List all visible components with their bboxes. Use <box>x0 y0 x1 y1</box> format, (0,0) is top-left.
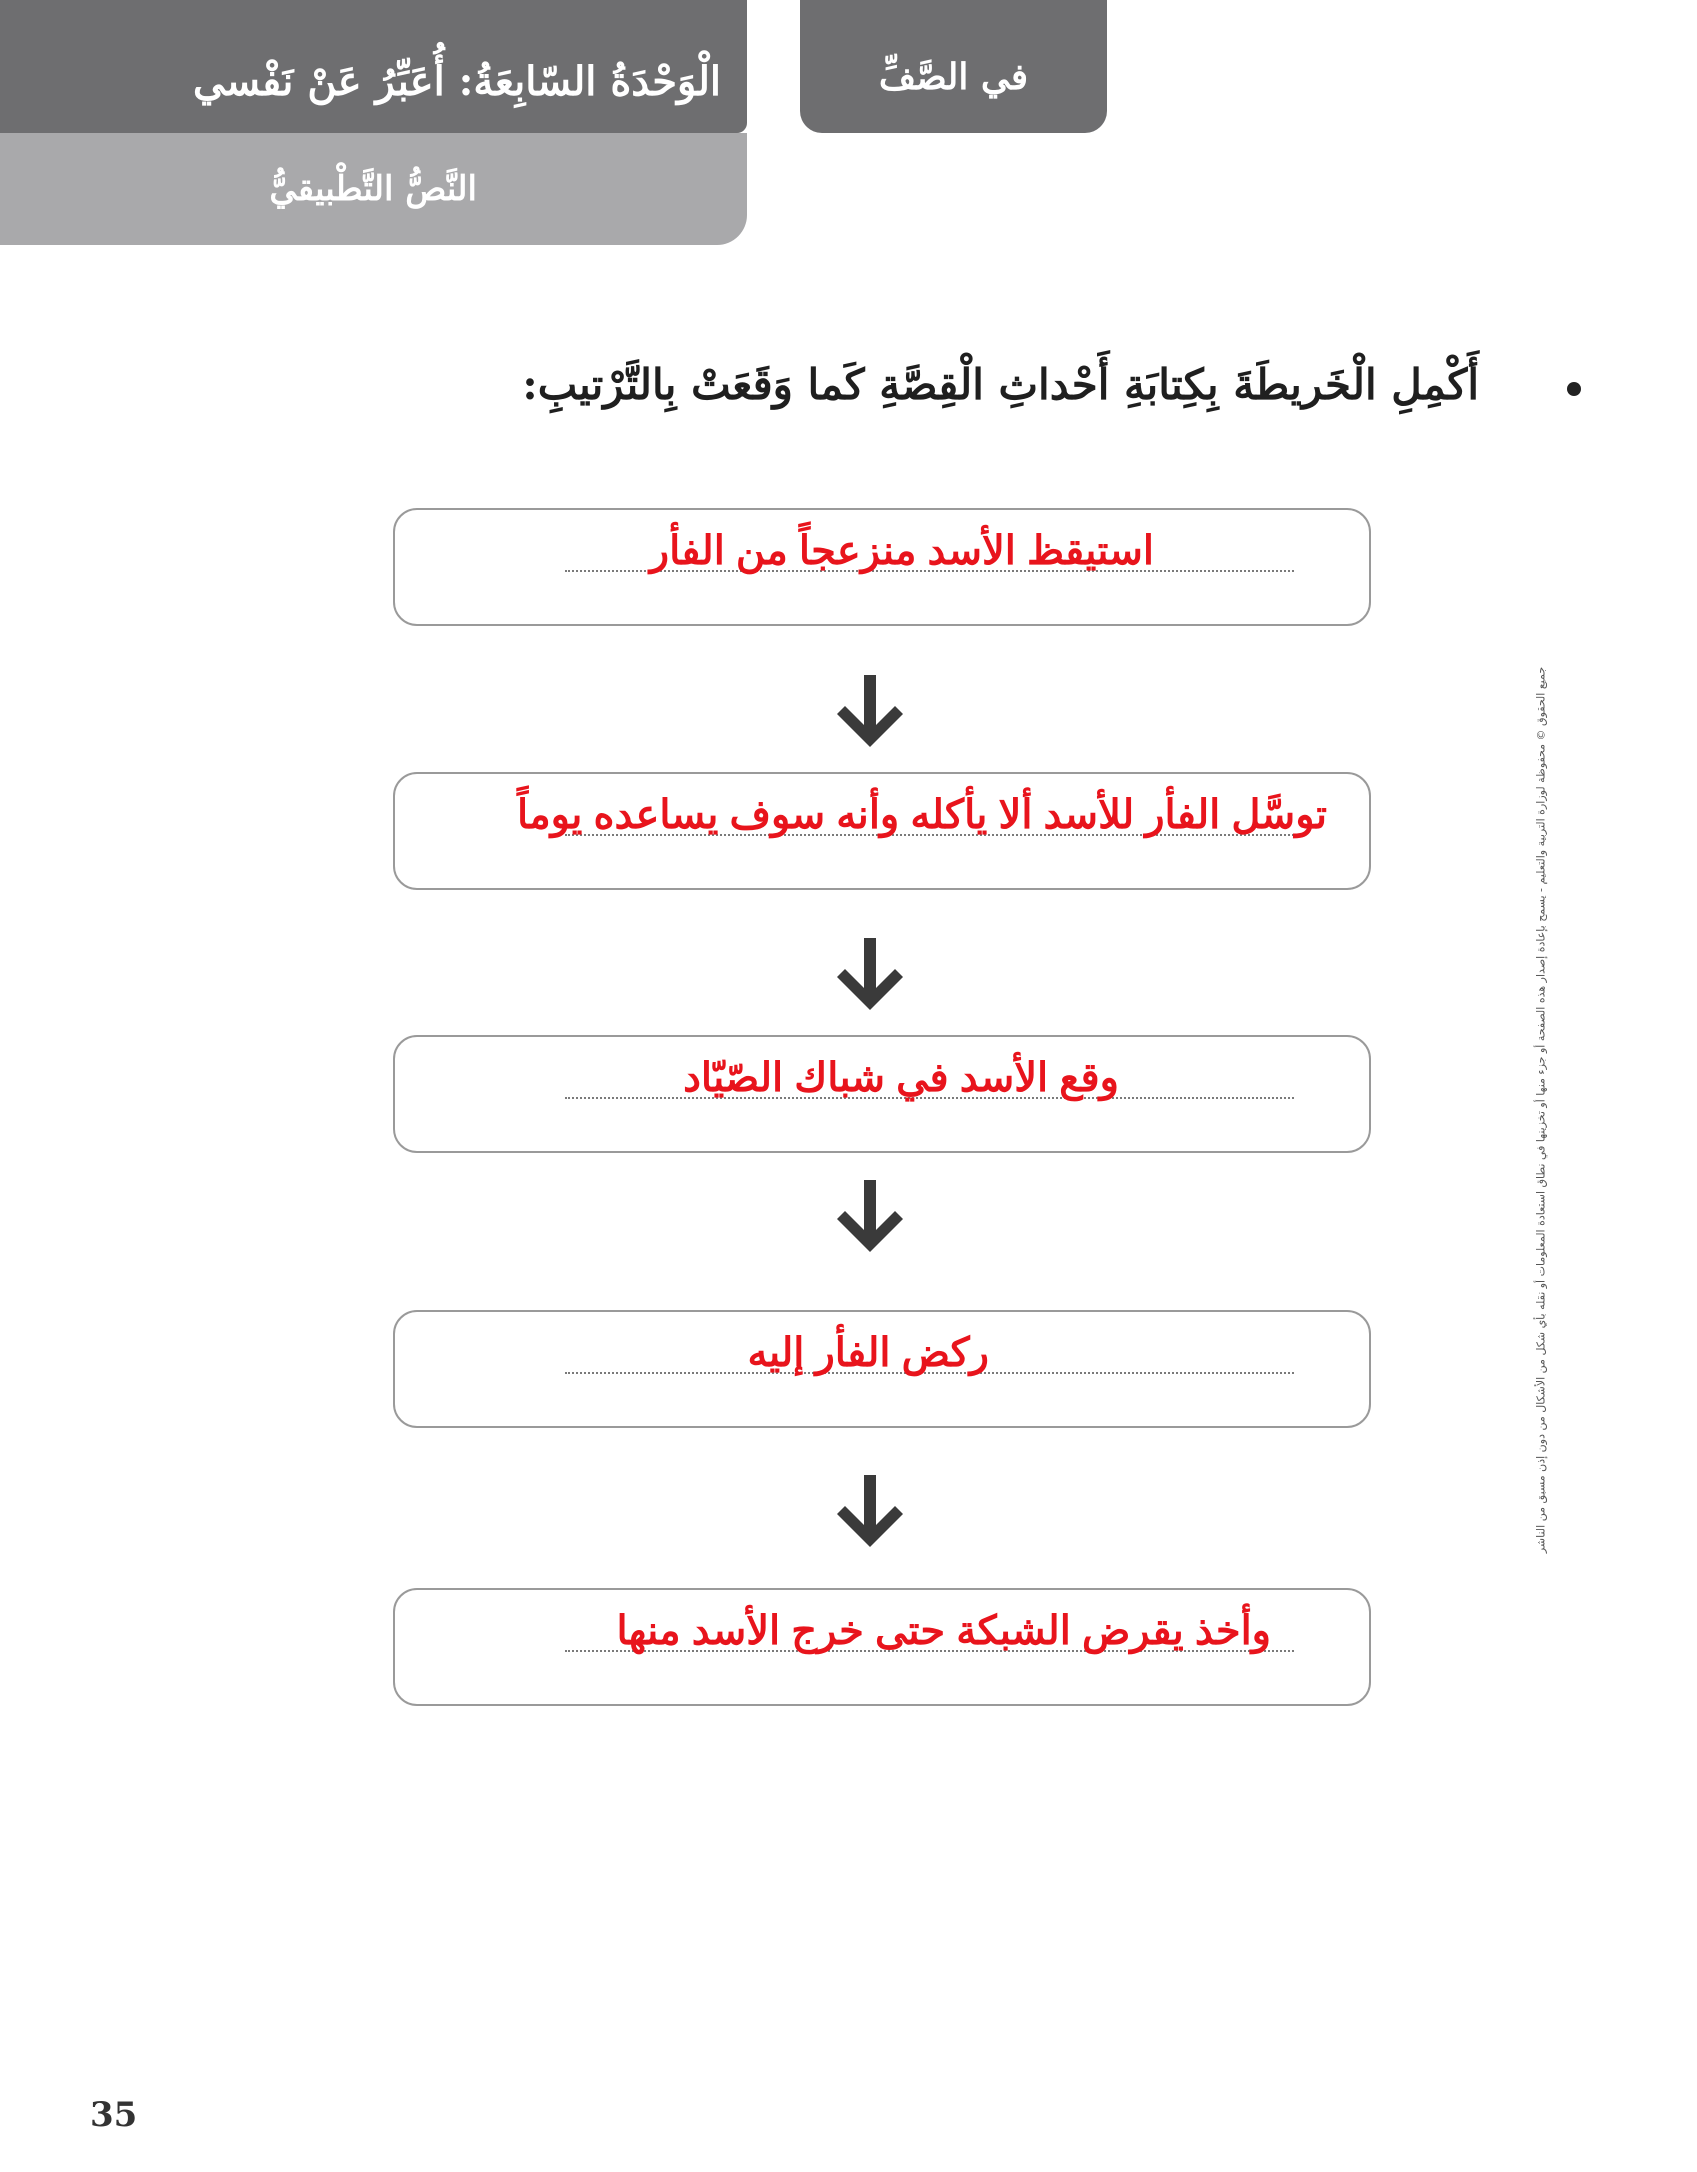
event-text-5: وأخذ يقرض الشبكة حتى خرج الأسد منها <box>616 1609 1271 1653</box>
down-arrow-icon <box>835 675 905 749</box>
copyright-note: جميع الحقوق © محفوظة لوزارة التربية والتعليم - يسمح بإعادة إصدار هذه الصفحة أو جزء منها أو تخزينها في نطاق استعادة المعلومات أو نقله بأي شكل من الأشكال من دون إذن مسبق من الناشر <box>1534 666 1548 1554</box>
down-arrow-icon <box>835 1180 905 1254</box>
class-tab <box>800 0 1107 133</box>
event-text-4: ركض الفأر إليه <box>747 1331 989 1375</box>
event-box-3[interactable] <box>393 1035 1371 1153</box>
down-arrow-icon <box>835 938 905 1012</box>
page-number: 35 <box>90 2095 138 2135</box>
unit-title: الْوَحْدَةُ السّابِعَةُ: أُعَبِّرُ عَنْ نَفْسي <box>193 58 721 105</box>
event-text-3: وقع الأسد في شباك الصّيّاد <box>683 1056 1119 1100</box>
instruction-text: أَكْمِلِ الْخَريطَةَ بِكِتابَةِ أَحْداثِ الْقِصَّةِ كَما وَقَعَتْ بِالتَّرْتيبِ: <box>522 360 1479 409</box>
unit-header <box>0 0 747 133</box>
event-box-1[interactable] <box>393 508 1371 626</box>
event-box-5[interactable] <box>393 1588 1371 1706</box>
event-text-1: استيقظ الأسد منزعجاً من الفأر <box>649 529 1154 573</box>
bullet-icon <box>1567 382 1581 396</box>
lesson-title: النَّصُّ التَّطْبيقيُّ <box>269 169 477 209</box>
event-box-2[interactable] <box>393 772 1371 890</box>
class-tab-label: في الصَّفِّ <box>878 56 1029 98</box>
event-box-4[interactable] <box>393 1310 1371 1428</box>
down-arrow-icon <box>835 1475 905 1549</box>
event-text-2: توسَّل الفأر للأسد ألا يأكله وأنه سوف يساعده يوماً <box>517 793 1327 837</box>
lesson-header <box>0 133 747 245</box>
